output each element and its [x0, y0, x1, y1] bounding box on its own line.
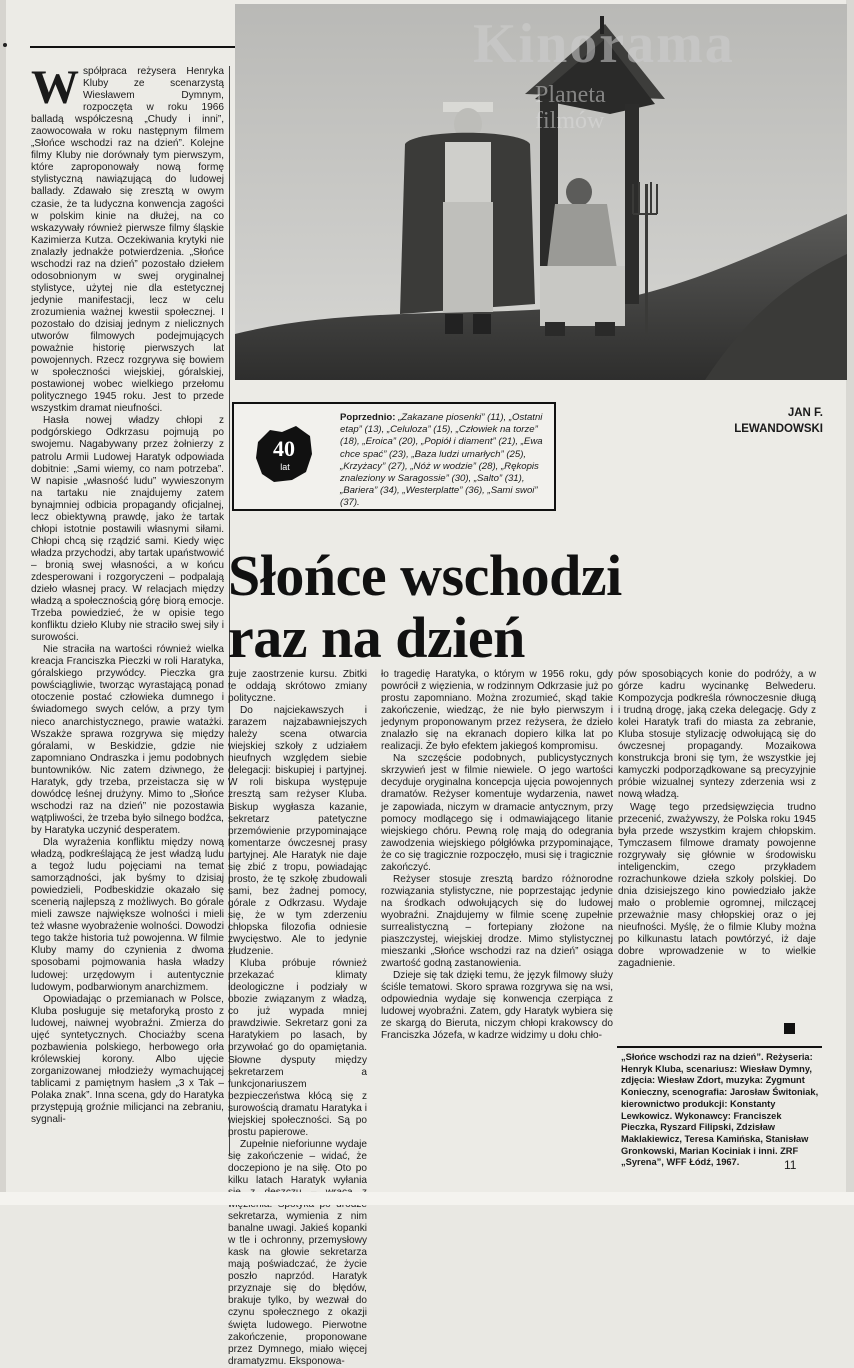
previous-films-text: [340, 412, 545, 510]
section-subtitle: [535, 82, 606, 134]
poland-40-years-badge: [252, 420, 316, 488]
credits-rule: [617, 1046, 822, 1048]
previous-label: Poprzednio:: [340, 412, 396, 423]
author-name-line1: JAN F.: [787, 407, 823, 419]
paragraph: zuje zaostrzenie kursu. Zbitki te oddają skrótowo zmiany polityczne.: [228, 669, 367, 705]
paragraph: Kluba próbuje również przekazać klimaty ideologiczne i podziały w obozie związanym z władzą, co już wypada mniej prawdziwie. Sekretarz goni za Haratykiem po lasach, by przywołać go do opamiętania. Słowne dysputy między sekretarzem a funkcjonariuszem bezpieczeństwa kłócą się z surowością dramatu Haratyka i wiejskiej społeczności. Są po prostu papierowe.: [228, 958, 367, 1138]
paragraph: Reżyser stosuje zresztą bardzo różnorodne rozwiązania stylistyczne, nie poprzestając jedynie na środkach odwołujących się do ludowej wyobraźni. Znajdujemy w filmie scenę zupełnie surrealistyczną – fortepiany złożone na piaszczystej, wiejskiej drodze. Mimo stylistycznej mieszanki „Słońce wschodzi raz na dzień” osiąga zwartość godną zastanowienia.: [381, 873, 613, 970]
article-column-2: [228, 669, 367, 1367]
page-edge-left: [0, 0, 6, 1205]
paragraph: Na szczęście podobnych, publicystycznych skrzywień jest w filmie niewiele. O jego wartości decyduje oryginalna koncepcja ujęcia powojennych dramatów. Reżyser komentuje wydarzenia, nawet je zapowiada, niczym w dramacie antycznym, przy pomocy modlącego się i odmawiającego litanie wiejskiego chóru. Pewną rolę mają do odegrania zawodzenia wiejskiego półgłówka przypominające, że co się tragicznie rozpoczęło, musi się i tragicznie zakończyć.: [381, 753, 613, 873]
paragraph: Do najciekawszych i zarazem najzabawniejszych należy scena otwarcia wiejskiej szkoły z udziałem nieufnych względem siebie delegacji: biskupiej i partyjnej. W roli biskupa występuje zresztą sam reżyser Kluba. Biskup wygłasza kazanie, sekretarz patetyczne przemówienie przypominające komentarze ówczesnej prasy partyjnej. Ale Haratyk nie daje się zbić z tropu, powiadając prosto, że tę szkołę zbudowali sami, bez żadnej pomocy, górale z Odkrzasu. Wydaje się, że w tym zderzeniu chłopska filozofia odniesie zwycięstwo. Ale to jedynie złudzenie.: [228, 705, 367, 958]
paragraph: Opowiadając o przemianach w Polsce, Kluba posługuje się metaforyką prosto z ludowej, naiwnej wyobraźni. Zmierza do ujęć syntetycznych. Chociażby scena pozbawienia polskiego, herbowego orła królewskiej korony. Albo ujęcie zorganizowanej młodzieży wymachującej tablicami z pamiętnym hasłem „3 x Tak – Polaka znak”. Inna scena, gdy do Haratyka przystępują groźnie milicjanci na zebraniu, sygnali-: [31, 993, 224, 1126]
author-name-line2: LEWANDOWSKI: [734, 423, 823, 435]
paragraph: Wagę tego przedsięwzięcia trudno przecenić, zważywszy, że Polska roku 1945 była przede wszystkim krajem chłopskim. Tymczasem filmowe dramaty powojenne rozgrywały się głównie w środowisku inteligenckim, czego przykładem rozrachunkowe dzieła szkoły polskiej. Do dnia dzisiejszego kino powiedziało jakże mało o problemie ogromnej, milczącej przeważnie masy chłopskiej oraz o jej nieufności. Myślę, że o filmie Kluby można po kilkunastu latach powtórzyć, iż daje dobre wprowadzenie w to wielkie zagadnienie.: [618, 801, 816, 970]
paragraph: Zupełnie nieforiunne wydaje się zakończenie – widać, że doczepiono je na siłę. Oto po kilku latach Haratyk wyłania sekretarza, wymienia z nim banalne uwagi. Jakieś kopanki w tle i ochronny, przemysłowy kask na głowie sekretarza mają poświadczać, że życie poszło naprzód. Haratyk przyznaje się do błędów, brakuje tylko, by wezwał do czynu społecznego z okazji święta ludowego. Pierwotne zakończenie, proponowane przez Dymnego, miało więcej dramatyzmu. Eksponowa-: [228, 1138, 367, 1367]
film-still-photo: [235, 4, 847, 380]
film-credits: „Słońce wschodzi raz na dzień”. Reżyseria: Henryk Kluba, scenariusz: Wiesław Dymny, zdjęcia: Wiesław Zdort, muzyka: Zygmunt Konieczny, scenografia: Jarosław Świtoniak, kierownictwo produkcji: Konstanty Lewkowicz. Wykonawcy: Franciszek Pieczka, Ryszard Filipski, Zdzisław Maklakiewicz, Teresa Kamińska, Stanisław Gronkowski, Marian Kociniak i inni. ZRF „Syrena”, WFF Łódź, 1967.: [621, 1052, 819, 1168]
author-byline: [703, 405, 823, 437]
section-subtitle-line2: filmów: [535, 108, 605, 134]
paragraph: Dzieje się tak dzięki temu, że język filmowy służy ściśle tematowi. Skoro sprawa rozgrywa się na wsi, odpowiednia wydaje się konwencja czerpiąca z ludowej wyobraźni. Zatem, gdy Haratyk wybiera się ze skargą do Bieruta, niczym chłopi krakowscy do Franciszka Józefa, w kadrze widzimy u dołu chło-: [381, 970, 613, 1042]
page-number: 11: [784, 1158, 797, 1172]
margin-mark: [3, 43, 7, 47]
article-column-4: [618, 669, 816, 1019]
previous-list: „Zakazane piosenki” (11), „Ostatni etap” (13), „Celuloza” (15), „Człowiek na torze” (18), „Eroica” (20), „Popiół i diament” (21), „Ewa chce spać” (23), „Baza ludzi umarłych” (25), „Krzyżacy” (27), „Nóż w wodzie” (28), „Rękopis znaleziony w Saragossie” (30), „Salto” (31), „Bariera” (34), „Westerplatte” (36), „Sami swoi” (37).: [340, 412, 543, 509]
article-column-3: [381, 669, 613, 1156]
paragraph: ło tragedię Haratyka, o którym w 1956 roku, gdy powrócił z więzienia, w rodzinnym Odkrzasie już po prostu zapomniano. Można zrozumieć, skąd takie zakończenie, wiedząc, że nie było pierwszym i jedynym proponowanym przez reżysera, że dzieło znalazło się na ekranach dopiero kilka lat po realizacji. Że było efektem jakiegoś kompromisu.: [381, 669, 613, 753]
top-rule: [30, 46, 235, 48]
headline-line1: Słońce wschodzi: [228, 543, 622, 608]
paragraph: Dla wyrażenia konfliktu między nową władzą, podkreślającą że jest władzą ludu a tegoż ludu pojęciami na temat samorządności, jak byśmy to dzisiaj powiedzieli, Podbeskidzie okazało się scenerią najlepszą z możliwych. Bo górale mieli zawsze największe wolności i mieli też własne wyobrażenie wolności. Dowodzi tego także historia tuż powojenna. W filmie Kluby mamy do czynienia z dwoma sposobami pojmowania hasła władzy ludowej: urzędowym i autentycznie ludowym, podbarwionym anarchizmem.: [31, 837, 224, 993]
page-edge-right: [846, 0, 854, 1205]
article-headline: [228, 545, 648, 669]
badge-number: 40: [273, 436, 295, 461]
end-mark-square: [784, 1023, 795, 1034]
drop-cap: W: [31, 61, 79, 114]
paragraph: Hasła nowej władzy chłopi z podgórskiego Odkrzasu pojmują po swojemu. Nagabywany przez żołnierzy z patrolu Armii Ludowej Haratyk odpowiada dobitnie: „Sami wiemy, co nam potrzeba”. W napisie „własność ludu” wywieszonym na tartaku nie znajdujemy zatem bynajmniej odbicia propagandy oficjalnej, lecz obiektywną prawdę, jako że tartak chłopi istotnie postawili własnymi siłami. Chłopi chcą się rządzić sami. Kiedy więc władza przychodzi, aby tartak upaństwowić – bronią swej własności, a w końcu zdesperowani i rozgoryczeni – podpalają dzieło własnej pracy. W relacjach między władzą a społecznością górę biorą emocje. Trzeba powiedzieć, że w opisie tego konfliktu dzieło Kluby nie straciło swej siły i surowości.: [31, 415, 224, 644]
paragraph: pów sposobiących konie do podróży, a w górze kadru wycinankę Belwederu. Kompozycja podkreśla równoczesnie długą i trudną drogę, jaką czeka delegację. Gdy z kolei Haratyk trafi do miasta za zebranie, Kluba stosuje stylizację odwołującą się do ówczesnej propagandy. Mozaikowa konstrukcja broni się tym, że wszystkie jej kamyczki podporządkowane są precyzyjnie próbie wizualnej syntezy zderzenia wsi z nową władzą.: [618, 669, 816, 801]
paragraph: spółpraca reżysera Henryka Kluby ze scenarzystą Wiesławem Dymnym, rozpoczęta w roku 1966 balladą współczesną „Chudy i inni”, zaowocowała w roku następnym filmem „Słońce wschodzi raz na dzień”. Kolejne filmy Kluby nie dorównały tym pierwszym, które zaproponowały nową formę stylistyczną nawiązującą do ludowej ballady. Zdawało się zresztą w owym czasie, że ta ludyczna konwencja zagości w polskim kinie na dłużej, na co wskazywały również pierwsze filmy śląskie Kazimierza Kutza. Oczekiwania krytyki nie znalazły jednakże potwierdzenia. „Słońce wschodzi raz na dzień” pozostało dziełem odosobnionym w swej oryginalnej stylistyce, użytej nie dla estetycznej jedynie manifestacji, lecz w celu zrozumienia ważnej kwestii społecznej. I pozostało do dzisiaj jednym z nielicznych utworów filmowych podejmujących poważnie historię pierwszych lat powojennych. Rzecz rozgrywa się bowiem w społeczności wiejskiej, góralskiej, postawionej wobec wielkiego przełomu politycznego 1945 roku. Jest to przede wszystkim dramat nieufności.: [31, 66, 224, 415]
previous-films-box: [232, 402, 556, 511]
section-subtitle-line1: Planeta: [535, 82, 606, 108]
page-edge-bottom: [0, 1192, 854, 1205]
article-column-1: [31, 61, 230, 1156]
section-title: Kinorama: [473, 13, 735, 75]
paragraph: Nie straciła na wartości również wielka kreacja Franciszka Pieczki w roli Haratyka, góralskiego przywódcy. Pieczka gra powściągliwie, tworząc wyrastającą ponad otoczenie postać człowieka dumnego i świadomego swych celów, a przy tym nieco anarchistycznego, prawie watażki. Wszakże sprawa rozgrywa się między góralami, w Beskidzie, gdzie nie zapomniano Ondraszka i jemu podobnych buntowników. Nic zatem dziwnego, że Haratyk, gdy trzeba, przeistacza się w dowódcę leśnej drużyny. Mimo to „Słońce wschodzi raz na dzień” nie pozostawia wątpliwości, że trzeba było silnego bodźca, by Haratyka uczynić desperatem.: [31, 644, 224, 836]
headline-line2: raz na dzień: [228, 605, 525, 670]
badge-word: lat: [280, 462, 290, 472]
